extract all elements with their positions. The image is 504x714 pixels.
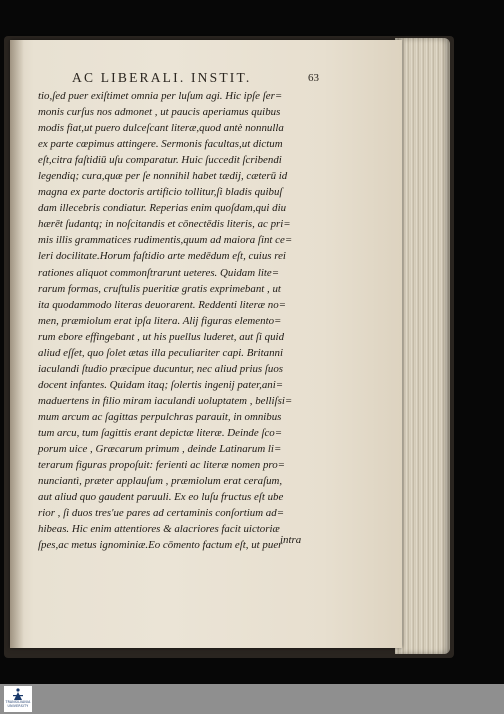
text-line: rarum formas, cruſtulis pueritiæ gratis exprimebant , ut [38, 282, 281, 295]
text-line: dam illecebris condiatur. Reperias enim quoſdam,qui diu [38, 202, 287, 215]
spine-shadow [10, 40, 24, 648]
text-line: modis fiat,ut puero dulceſcant literæ,quod antè nonnulla [38, 122, 284, 135]
text-block [38, 88, 334, 553]
text-line: hibeas. Hic enim attentiores & alacriores facit uictoriæ [38, 523, 280, 536]
text-line: ita quodammodo literas deuorarent. Reddenti literæ no= [38, 298, 287, 311]
text-line: docent infantes. Quidam itaq; ſolertis ingenij pater,ani= [38, 378, 284, 391]
text-line: ſpes,ac metus ignominiæ.Eo cōmento factum eſt, ut puer [38, 539, 283, 552]
text-line: eſt,citra faſtidiū uſu comparatur. Huic ſuccedit ſcribendi [38, 154, 282, 167]
text-line: porum uice , Græcarum primum , deinde Latinarum li= [38, 443, 282, 456]
text-line: terarum figuras propoſuit: ferienti ac literæ nomen pro= [38, 459, 286, 472]
text-line: iaculandi ſtudio præcipue ducuntur, nec aliud prius ſuos [38, 362, 284, 375]
page-fore-edge [395, 38, 450, 654]
text-line: rum ebore effingebant , ut his puellus luderet, aut ſi quid [38, 330, 285, 343]
text-line: aliud eſſet, quo ſolet ætas illa peculiariter capi. Britanni [38, 346, 284, 359]
book-page [10, 40, 402, 648]
text-line: nunciantì, præter applauſum , præmiolum erat ceraſum, [38, 475, 283, 488]
catchword: intra [280, 534, 302, 546]
text-line: monis curſus nos admonet , ut paucis aperiamus quibus [38, 106, 281, 119]
text-line: rationes aliquot commonſtrarunt ueteres. Quidam lite= [38, 266, 280, 279]
running-head: AC LIBERALI. INSTIT. [72, 70, 252, 85]
logo-text-1: TRANSILVANIA [5, 700, 31, 704]
text-line: ex parte cœpimus attingere. Sermonis facultas,ut dictum [38, 138, 283, 151]
library-logo-icon [11, 687, 25, 701]
text-line: legendiq; cura,quæ per ſe nonnihil habet tædij, cæterū id [38, 170, 288, 183]
text-line: mis illis grammatices rudimentis,quum ad maiora ſint ce= [38, 234, 293, 247]
text-line: rior , ſi duos tres'ue pares ad certaminis conſortium ad= [38, 507, 285, 520]
text-line: mum arcum ac ſagittas perpulchras parauit, in omnibus [38, 410, 282, 423]
text-line: magna ex parte doctoris artificio tollitur,ſi bladis quibuſ [38, 186, 283, 199]
library-logo[interactable] [4, 686, 32, 712]
text-line: maduertens in filio miram iaculandi uoluptatem , belliſsi= [38, 394, 293, 407]
text-line: men, præmiolum erat ipſa litera. Alij figuras elemento= [38, 314, 282, 327]
text-line: leri docilitate.Horum faſtidio arte medēdum eſt, cuius rei [38, 250, 286, 263]
text-line: aut aliud quo gaudent paruuli. Ex eo luſu fructus eſt ube [38, 491, 284, 504]
logo-text-2: UNIVERSITY [7, 703, 29, 708]
page-number: 63 [308, 72, 319, 84]
text-line: hærēt ſudantq; in noſcitandis et cōnectēdis literis, ac pri= [38, 218, 291, 231]
text-line: tum arcu, tum ſagittis erant depictæ literæ. Deinde ſco= [38, 426, 283, 439]
text-line: tio,ſed puer exiſtimet omnia per luſum agi. Hic ipſe ſer= [38, 90, 283, 102]
footer-bar [0, 684, 504, 714]
